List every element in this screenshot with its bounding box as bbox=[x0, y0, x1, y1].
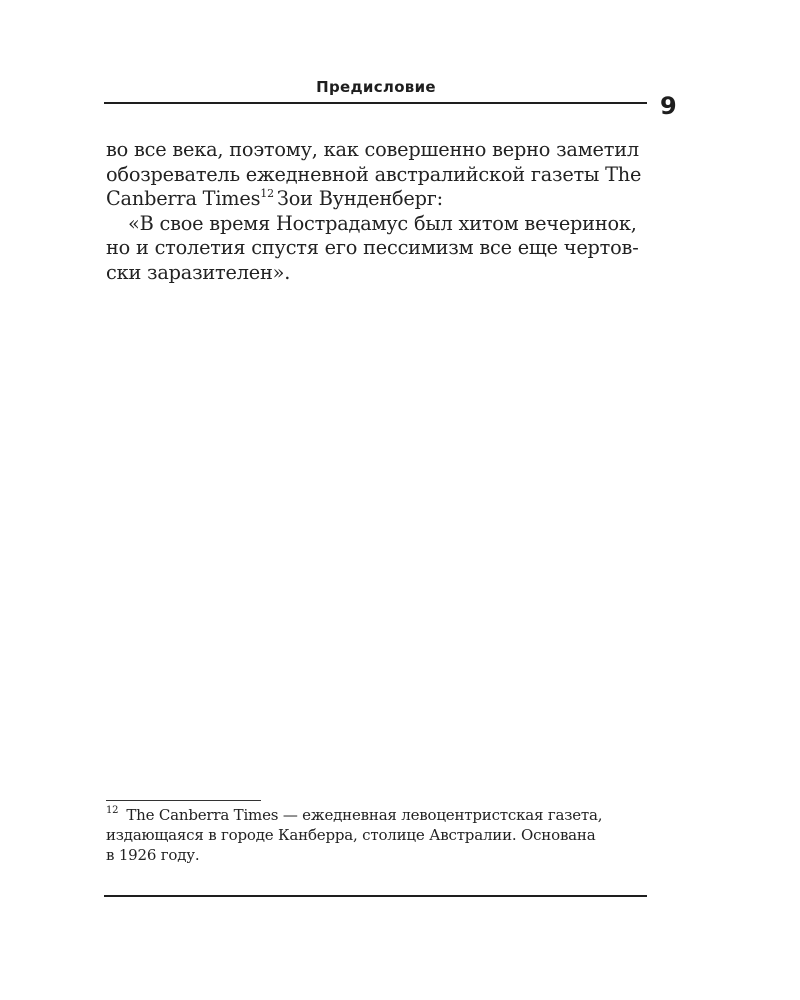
body-line: обозреватель ежедневной австралийской газеты The bbox=[106, 162, 642, 186]
body-line bbox=[106, 187, 648, 212]
footnote-line bbox=[106, 805, 648, 825]
footer-rule bbox=[104, 895, 647, 897]
footnote-marker: 12 bbox=[106, 805, 119, 816]
quote-line: ски заразителен». bbox=[106, 260, 291, 284]
body-line-part: Зои Вунденберг: bbox=[276, 187, 443, 210]
footnote-text: The Canberra Times — ежедневная левоцентристская газета, bbox=[126, 806, 603, 824]
page-number: 9 bbox=[660, 92, 677, 120]
quote-line: «В свое время Нострадамус был хитом вечеринок, bbox=[128, 211, 637, 235]
body-text bbox=[106, 138, 648, 285]
body-line-part: Canberra Times bbox=[106, 187, 261, 210]
footnote bbox=[106, 805, 648, 865]
footnote-line: издающаяся в городе Канберра, столице Австралии. Основана bbox=[106, 826, 596, 844]
header-rule bbox=[104, 102, 647, 104]
running-head-title: Предисловие bbox=[316, 78, 436, 96]
footnote-line: в 1926 году. bbox=[106, 846, 200, 864]
footnote-reference[interactable]: 12 bbox=[260, 186, 274, 200]
quote-line: но и столетия спустя его пессимизм все еще чертов- bbox=[106, 236, 639, 259]
footnote-separator bbox=[106, 800, 261, 801]
body-line: во все века, поэтому, как совершенно верно заметил bbox=[106, 138, 639, 161]
